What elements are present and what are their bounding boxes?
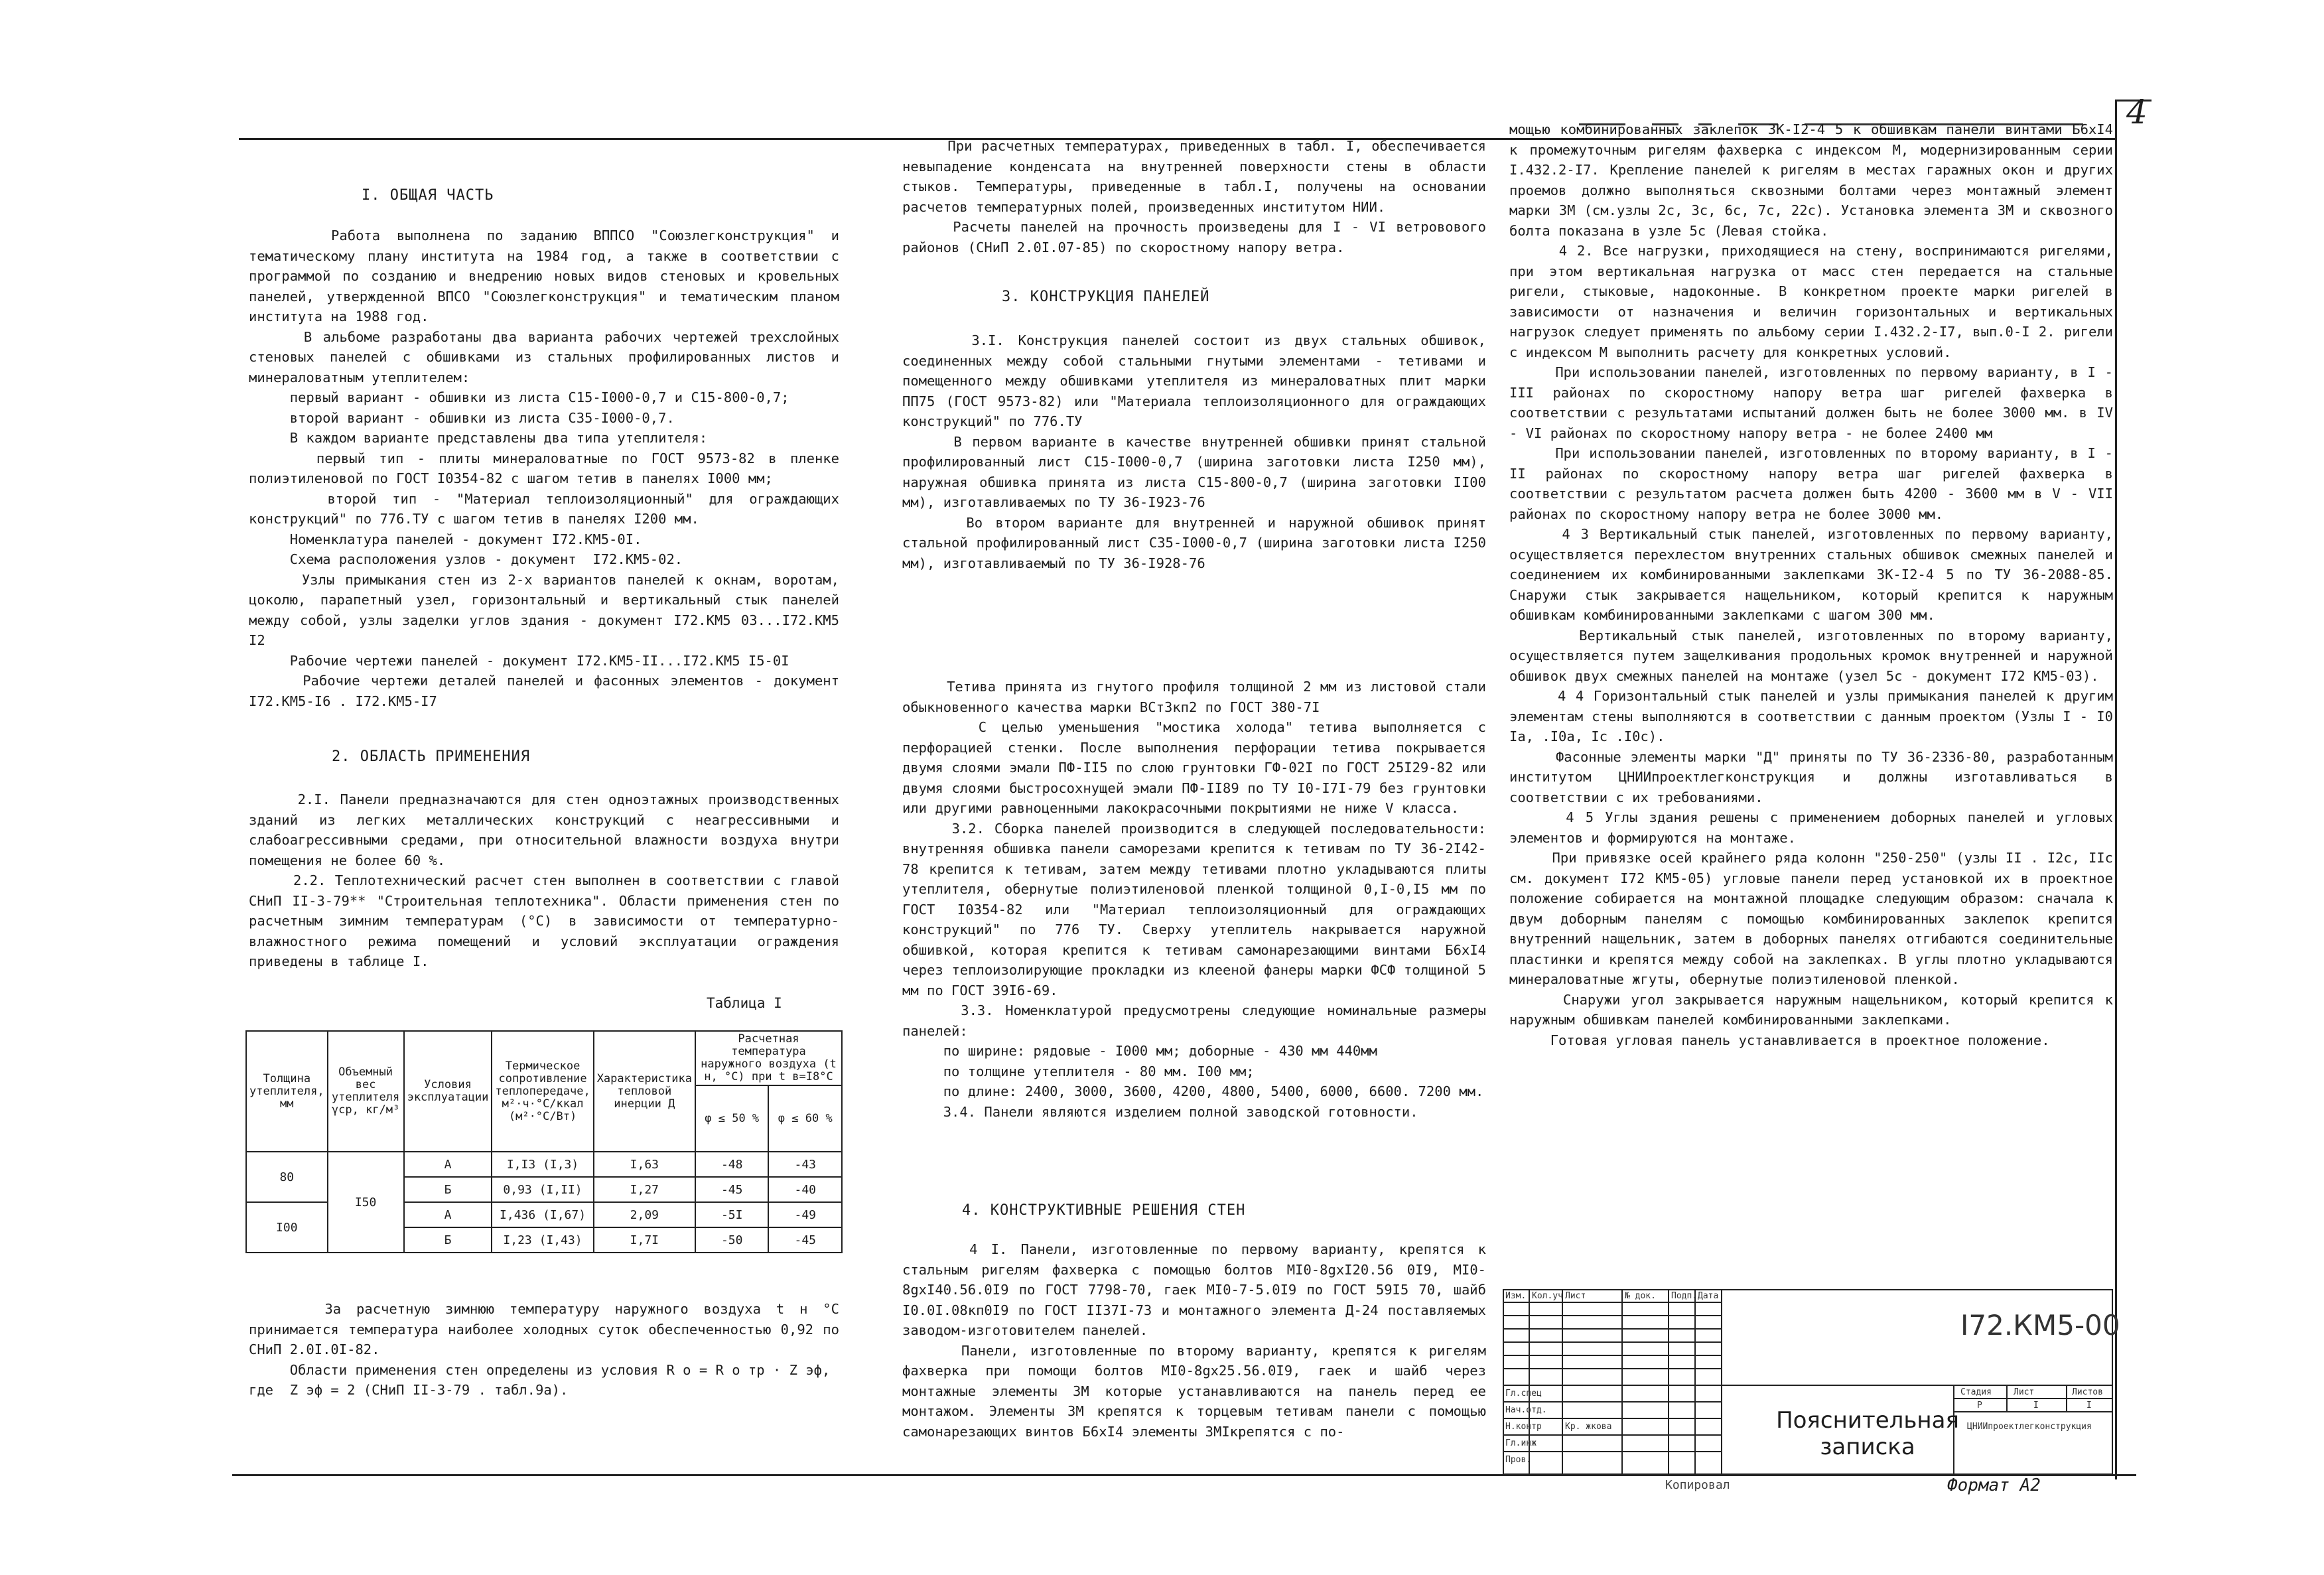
table-caption: Таблица I (707, 995, 782, 1011)
col2-top-text: При расчетных температурах, приведенных в табл. I, обеспечивается невыпадение конденсата на внутренней поверхности стены в области стыков. Температуры, приведенные в табл.I, получены на основании расчетов температурных полей, произведенных институтом НИИ. Расчеты панелей на прочность произведены для I - VI ветровового районов (СНиП 2.0I.07-85) по скоростному напору ветра. (902, 138, 1486, 255)
th-thickness: Толщина утеплителя, мм (246, 1031, 328, 1152)
cell-resistance: I,436 (I,67) (492, 1202, 593, 1227)
stamp-row-label: Гл.спец (1505, 1389, 1542, 1399)
stamp-row-label: № док. (1625, 1291, 1656, 1301)
stamp-row-label: Дата (1698, 1291, 1719, 1301)
cell-t50: -50 (695, 1227, 769, 1253)
cell-t60: -40 (768, 1177, 842, 1202)
section-1-title: I. ОБЩАЯ ЧАСТЬ (362, 187, 494, 204)
cell-density: I50 (328, 1152, 404, 1253)
th-characteristic: Характеристика тепловой инерции Д (594, 1031, 695, 1152)
sheet-header: Лист (2014, 1387, 2035, 1397)
cell-resistance: I,I3 (I,3) (492, 1152, 593, 1177)
stage-value: Р (1977, 1401, 1982, 1410)
title-block (1503, 1289, 2120, 1475)
sheet-number: 4 (2126, 93, 2148, 131)
document-code: I72.КМ5-00 (1960, 1309, 2120, 1341)
cell-t50: -45 (695, 1177, 769, 1202)
stamp-row-label: Пров. (1505, 1455, 1532, 1465)
cell-thickness: 80 (246, 1152, 328, 1202)
stamp-row-label: Гл.инж (1505, 1438, 1537, 1448)
stamp-row-label: Изм. (1505, 1291, 1527, 1301)
cell-condition: Б (404, 1227, 492, 1253)
th-density: Объемный вес утеплителя γср, кг/м³ (328, 1031, 404, 1152)
cell-resistance: 0,93 (I,II) (492, 1177, 593, 1202)
th-conditions: Условия эксплуатации (404, 1031, 492, 1152)
sheet-value: I (2033, 1401, 2039, 1410)
application-table (245, 1030, 843, 1253)
cell-condition: Б (404, 1177, 492, 1202)
format-label: Формат А2 (1947, 1475, 2041, 1495)
th-phi60: φ ≤ 60 % (768, 1085, 842, 1152)
section-3-title: 3. КОНСТРУКЦИЯ ПАНЕЛЕЙ (1002, 289, 1210, 305)
stamp-name: Кр. жкова (1565, 1422, 1612, 1432)
stamp-row-label: Кол.уч (1532, 1291, 1563, 1301)
section-2-title: 2. ОБЛАСТЬ ПРИМЕНЕНИЯ (332, 748, 531, 765)
section-3-text: 3.I. Конструкция панелей состоит из двух стальных обшивок, соединенных между собой стальными гнутыми элементами - тетивами и помещенного между обшивками утеплителя из минераловатных плит марки ПП75 (ГОСТ 9573-82) или "Материала теплоизоляционного для ограждающих конструкций" по 776.ТУ В первом варианте в качестве внутренней обшивки принят стальной профилированный лист С15-I000-0,7 (ширина заготовки листа I250 мм), наружная обшивка принята из листа С15-800-0,7 (ширина заготовки II00 мм), изготавливаемых по ТУ 36-I923-76 Во втором варианте для внутренней и наружной обшивок принят стальной профилированный лист С35-I000-0,7 (ширина заготовки листа I250 мм), изготавливаемый по ТУ 36-I928-76 (902, 332, 1486, 571)
sheets-value: I (2086, 1401, 2092, 1410)
section-4-text: 4 I. Панели, изготовленные по первому варианту, крепятся к стальным ригелям фахверка с помощью болтов МI0-8gхI20.56 0I9, МI0-8gхI40.56.0I9 по ГОСТ 7798-70, гаек МI0-7-5.0I9 по ГОСТ 59I5 70, шайб I0.0I.08кп0I9 по ГОСТ II37I-73 и монтажного элемента Д-24 поставляемых заводом-изготовителем панелей. Панели, изготовленные по второму варианту, крепятся к ригелям фахверка при помощи болтов МI0-8gх25.56.0I9, гаек и шайб через монтажные элементы 3М которые устанавливаются на панель перед ее монтажом. Элементы 3М крепятся к торцевым тетивам панели с помощью самонарезающих винтов Б6хI4 элементы 3МIкрепятся с по- (902, 1241, 1486, 1440)
cell-inertia: 2,09 (594, 1202, 695, 1227)
after-table-text: За расчетную зимнюю температуру наружного воздуха t н °С принимается температура наиболее холодных суток обеспеченностью 0,92 по СНиП 2.0I.0I-82. Области применения стен определены из условия R о = R о тр · Z эф, где Z эф = 2 (СНиП II-3-79 . табл.9а). (249, 1301, 839, 1398)
cell-t50: -5I (695, 1202, 769, 1227)
document-title: Пояснительная записка (1776, 1407, 1959, 1460)
sheets-header: Листов (2072, 1387, 2103, 1397)
col3-text: мощью комбинированных заклепок ЗК-I2-4 5 к обшивкам панели винтами Б6хI4 к промежуточным ригелям фахверка с индексом М, модернизированным серии I.432.2-I7. Крепление панелей к ригелям в местах гаражных окон и других проемов должно выполняться сквозными болтами через монтажный элемент марки ЗМ (см.узлы 2с, 3с, 6с, 7с, 22с). Установка элемента ЗМ и сквозного болта показана в узле 5с (Левая стойка. 4 2. Все нагрузки, приходящиеся на стену, воспринимаются ригелями, при этом вертикальная нагрузка от масс стен передается на стальные ригели, стыковые, надоконные. В конкретном проекте марки ригелей в зависимости от назначения и величин горизонтальных и вертикальных нагрузок следует применять по альбому серии I.432.2-I7, вып.0-I 2. ригели с индексом М выполнить расчету для конкретных условий. При использовании панелей, изготовленных по первому варианту, в I - III районах по скоростному напору ветра шаг ригелей фахверка в соответствии с результатами испытаний должен быть не более 3000 мм. в IV - VI районах по скоростному напору ветра - не более 2400 мм При использовании панелей, изготовленных по второму варианту, в I - II районах по скоростному напору ветра шаг ригелей фахверка в соответствии с результатом расчета должен быть 4200 - 3600 мм в V - VII районах по скоростному напору ветра не более 3000 мм. 4 3 Вертикальный стык панелей, изготовленных по первому варианту, осуществляется перехлестом внутренних стальных обшивок смежных панелей и соединением их комбинированными заклепками ЗК-I2-4 5 по ТУ 36-2088-85. Снаружи стык закрывается нащельником, который крепится к наружным обшивкам комбинированными заклепками с шагом 300 мм. Вертикальный стык панелей, изготовленных по второму варианту, осуществляется путем защелкивания продольных кромок внутренней и наружной обшивок двух смежных панелей на монтаже (узел 5с - документ I72 КМ5-03). 4 4 Горизонтальный стык панелей и узлы примыкания панелей к другим элементам стены выполняются в соответствии с данным проектом (Узлы I - I0 Iа, .I0а, Iс .I0с). Фасонные элементы марки "Д" приняты по ТУ 36-2336-80, разработанным институтом ЦНИИпроектлегконструкция и должны изготавливаться в соответствии с их требованиями. 4 5 Углы здания решены с применением доборных панелей и угловых элементов и формируются на монтаже. При привязке осей крайнего ряда колонн "250-250" (узлы II . I2с, IIс см. документ I72 КМ5-05) угловые панели перед установкой их в проектное положение собирается на монтажной площадке следующим образом: сначала к двум доборным панелям с помощью комбинированных заклепок крепится внутренний нащельник, затем в доборных панелях отгибаются соединительные пластинки и крепятся между собой на заклепках. В углы плотно укладываются минераловатные жгуты, обернутые полиэтиленовой пленкой. Снаружи угол закрывается наружным нащельником, который крепится к наружным обшивкам панелей комбинированными заклепками. Готовая угловая панель устанавливается в проектное положение. (1509, 121, 2114, 1048)
cell-resistance: I,23 (I,43) (492, 1227, 593, 1253)
th-temperature: Расчетная температура наружного воздуха (t н, °С) при t в=I8°С (695, 1031, 842, 1085)
organization: ЦНИИпроектлегконструкция (1967, 1422, 2092, 1432)
section-4-title: 4. КОНСТРУКТИВНЫЕ РЕШЕНИЯ СТЕН (962, 1202, 1246, 1219)
copied-label: Копировал (1665, 1478, 1730, 1492)
cell-t60: -45 (768, 1227, 842, 1253)
cell-inertia: I,63 (594, 1152, 695, 1177)
cell-inertia: I,27 (594, 1177, 695, 1202)
section-2-text: 2.I. Панели предназначаются для стен одноэтажных производственных зданий из легких металлических конструкций с неагрессивными и слабоагрессивными средами, при относительной влажности воздуха внутри помещения не более 60 %. 2.2. Теплотехнический расчет стен выполнен в соответствии с главой СНиП II-3-79** "Строительная теплотехника". Области применения стен по расчетным зимним температурам (°С) в зависимости от температурно-влажностного режима помещений и условий эксплуатации ограждения приведены в таблице I. (249, 791, 840, 969)
th-resistance: Термическое сопротивление теплопередаче, м²·ч·°С/ккал (м²·°С/Вт) (492, 1031, 593, 1152)
stamp-row-label: Н.контр (1505, 1422, 1542, 1432)
stage-header: Стадия (1960, 1387, 1992, 1397)
cell-condition: А (404, 1202, 492, 1227)
stamp-row-label: Нач.отд. (1505, 1405, 1547, 1415)
cell-condition: А (404, 1152, 492, 1177)
cell-t50: -48 (695, 1152, 769, 1177)
table-row (246, 1152, 842, 1177)
stamp-row-label: Лист (1565, 1291, 1586, 1301)
cell-thickness: I00 (246, 1202, 328, 1253)
section-1-text: Работа выполнена по заданию ВППСО "Союзлегконструкция" и тематическому плану института на 1984 год, а также в соответствии с программой по созданию и внедрению новых видов стеновых и кровельных панелей, утвержденной ВПСО "Союзлегконструкция" и тематическим планом института на 1988 год. В альбоме разработаны два варианта рабочих чертежей трехслойных стеновых панелей с обшивками из стальных профилированных листов и минераловатным утеплителем: первый вариант - обшивки из листа С15-I000-0,7 и С15-800-0,7; второй вариант - обшивки из листа С35-I000-0,7. В каждом варианте представлены два типа утеплителя: первый тип - плиты минераловатные по ГОСТ 9573-82 в пленке полиэтиленовой по ГОСТ I0354-82 с шагом тетив в панелях I000 мм; второй тип - "Материал теплоизоляционный" для ограждающих конструкций" по 776.ТУ с шагом тетив в панелях I200 мм. Номенклатура панелей - документ I72.КМ5-0I. Схема расположения узлов - документ I72.КМ5-02. Узлы примыкания стен из 2-х вариантов панелей к окнам, воротам, цоколю, парапетный узел, горизонтальный и вертикальный стык панелей между собой, узлы заделки углов здания - документ I72.КМ5 03...I72.КМ5 I2 Рабочие чертежи панелей - документ I72.КМ5-II...I72.КМ5 I5-0I Рабочие чертежи деталей панелей и фасонных элементов - документ I72.КМ5-I6 . I72.КМ5-I7 (249, 228, 839, 709)
stamp-row-label: Подп. (1671, 1291, 1698, 1301)
col2-mid-text: Тетива принята из гнутого профиля толщиной 2 мм из листовой стали обыкновенного качества марки ВСт3кп2 по ГОСТ 380-7I С целью уменьшения "мостика холода" тетива выполняется с перфорацией стенки. После выполнения перфорации тетива покрывается двумя слоями эмали ПФ-II5 по слою грунтовки ГФ-02I по ГОСТ 25I29-82 или двумя слоями быстросохнущей эмали ПФ-II89 по ТУ I0-I7I-79 без грунтовки или другими равноценными лакокрасочными покрытиями не ниже V класса. 3.2. Сборка панелей производится в следующей последовательности: внутренняя обшивка панели саморезами крепится к тетивам по ТУ 36-2I42-78 крепится к тетивам, затем между тетивами плотно укладываются плиты утеплителя, обернутые полиэтиленовой пленкой толщиной 0,I-0,I5 мм по ГОСТ I0354-82 или "Материал теплоизоляционный для ограждающих конструкций" по 776 ТУ. Сверху утеплитель накрывается наружной обшивкой, которая крепится к тетивам самонарезающими винтами Б6хI4 через теплоизолирующие прокладки из клееной фанеры марки ФСФ толщиной 5 мм по ГОСТ 39I6-69. 3.3. Номенклатурой предусмотрены следующие номинальные размеры панелей: по ширине: рядовые - I000 мм; доборные - 430 мм 440мм по толщине утеплителя - 80 мм. I00 мм; по длине: 2400, 3000, 3600, 4200, 4800, 5400, 6000, 6600. 7200 мм. 3.4. Панели являются изделием полной заводской готовности. (902, 679, 1487, 1120)
cell-inertia: I,7I (594, 1227, 695, 1253)
cell-t60: -43 (768, 1152, 842, 1177)
cell-t60: -49 (768, 1202, 842, 1227)
th-phi50: φ ≤ 50 % (695, 1085, 769, 1152)
